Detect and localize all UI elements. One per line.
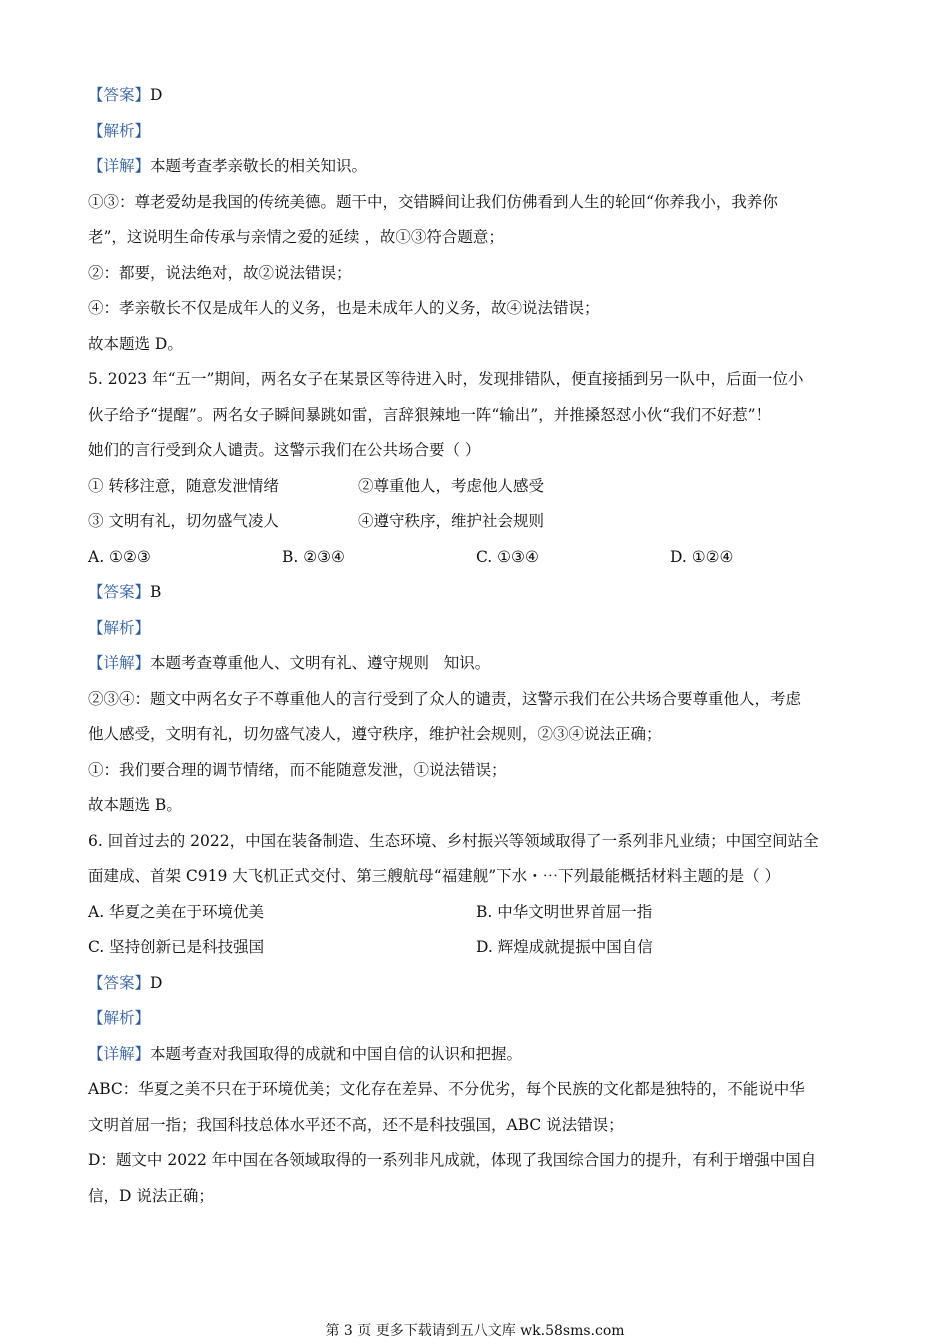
explanation-line: ①③：尊老爱幼是我国的传统美德。题干中，交错瞬间让我们仿佛看到人生的轮回“你养我小，我养你	[88, 192, 778, 211]
question-stem-line: 6. 回首过去的 2022，中国在装备制造、生态环境、乡村振兴等领域取得了一系列非凡业绩；中国空间站全	[88, 831, 819, 850]
option-a: A. 华夏之美在于环境优美	[88, 902, 265, 921]
statement-row	[88, 504, 878, 540]
explanation-line: ①：我们要合理的调节情绪，而不能随意发泄，①说法错误；	[88, 760, 507, 779]
detail-intro: 本题考查孝亲敬长的相关知识。	[150, 157, 368, 175]
analysis-line	[88, 611, 878, 647]
explanation-line: ②：都要，说法绝对，故②说法错误；	[88, 263, 352, 282]
answer-value: D	[150, 973, 163, 992]
explanation-line: 故本题选 B。	[88, 796, 182, 814]
question-stem-line: 她们的言行受到众人谴责。这警示我们在公共场合要（ ）	[88, 441, 481, 459]
answer-line	[88, 78, 878, 114]
option-c: C. ①③④	[476, 547, 539, 566]
detail-line	[88, 646, 878, 682]
explanation-line: 他人感受，文明有礼，切勿盛气凌人，遵守秩序，维护社会规则，②③④说法正确；	[88, 725, 662, 743]
detail-intro: 本题考查尊重他人、文明有礼、遵守规则 知识。	[150, 654, 491, 672]
statement-item: ① 转移注意，随意发泄情绪	[88, 476, 279, 495]
option-row	[88, 895, 878, 931]
statement-row	[88, 469, 878, 505]
answer-tag: 【答案】	[88, 973, 151, 992]
option-a: A. ①②③	[88, 547, 151, 566]
answer-line	[88, 575, 878, 611]
statement-item: ②尊重他人，考虑他人感受	[358, 476, 545, 495]
explanation-line: 文明首屈一指；我国科技总体水平还不高，还不是科技强国，ABC 说法错误；	[88, 1115, 624, 1134]
detail-tag: 【详解】	[88, 1044, 151, 1063]
analysis-tag: 【解析】	[88, 1009, 151, 1027]
option-b: B. ②③④	[282, 547, 345, 566]
question-stem-line: 面建成、首架 C919 大飞机正式交付、第三艘航母“福建舰”下水・⋯下列最能概括材料主题的是（ ）	[88, 867, 781, 885]
answer-value: D	[150, 86, 163, 104]
explanation-line: 信，D 说法正确；	[88, 1186, 214, 1205]
option-b: B. 中华文明世界首屈一指	[476, 902, 653, 921]
explanation-line: 老”，这说明生命传承与亲情之爱的延续 ，故①③符合题意；	[88, 228, 504, 246]
detail-intro: 本题考查对我国取得的成就和中国自信的认识和把握。	[150, 1044, 523, 1063]
option-c: C. 坚持创新已是科技强国	[88, 938, 265, 956]
statement-item: ③ 文明有礼，切勿盛气凌人	[88, 512, 279, 530]
analysis-line	[88, 114, 878, 150]
explanation-line: D：题文中 2022 年中国在各领域取得的一系列非凡成就，体现了我国综合国力的提升，有利于增强中国自	[88, 1151, 817, 1169]
explanation-line: ABC：华夏之美不只在于环境优美；文化存在差异、不分优劣，每个民族的文化都是独特的，不能说中华	[88, 1080, 805, 1098]
detail-line	[88, 1037, 878, 1073]
page-footer: 第 3 页 更多下载请到五八文库 wk.58sms.com	[325, 1323, 625, 1339]
analysis-tag: 【解析】	[88, 121, 151, 140]
question-stem-line: 伙子给予“提醒”。两名女子瞬间暴跳如雷，言辞狠辣地一阵“输出”，并推搡怒怼小伙“我们不好惹”！	[88, 405, 772, 424]
document-body	[88, 78, 878, 1214]
question-stem-line: 5. 2023 年“五一”期间，两名女子在某景区等待进入时，发现排错队，便直接插到另一队中，后面一位小	[88, 370, 804, 388]
answer-tag: 【答案】	[88, 86, 151, 104]
statement-item: ④遵守秩序，维护社会规则	[358, 512, 545, 530]
detail-line	[88, 149, 878, 185]
detail-tag: 【详解】	[88, 157, 151, 175]
analysis-tag: 【解析】	[88, 618, 151, 637]
answer-value: B	[150, 583, 162, 601]
detail-tag: 【详解】	[88, 654, 151, 672]
option-d: D. ①②④	[670, 547, 734, 566]
option-row	[88, 540, 878, 576]
answer-tag: 【答案】	[88, 583, 151, 601]
explanation-line: ②③④：题文中两名女子不尊重他人的言行受到了众人的谴责，这警示我们在公共场合要尊重他人，考虑	[88, 689, 802, 708]
explanation-line: 故本题选 D。	[88, 334, 183, 353]
option-d: D. 辉煌成就提振中国自信	[476, 938, 653, 956]
explanation-line: ④：孝亲敬长不仅是成年人的义务，也是未成年人的义务，故④说法错误；	[88, 299, 600, 317]
answer-line	[88, 966, 878, 1002]
option-row	[88, 930, 878, 966]
analysis-line	[88, 1001, 878, 1037]
